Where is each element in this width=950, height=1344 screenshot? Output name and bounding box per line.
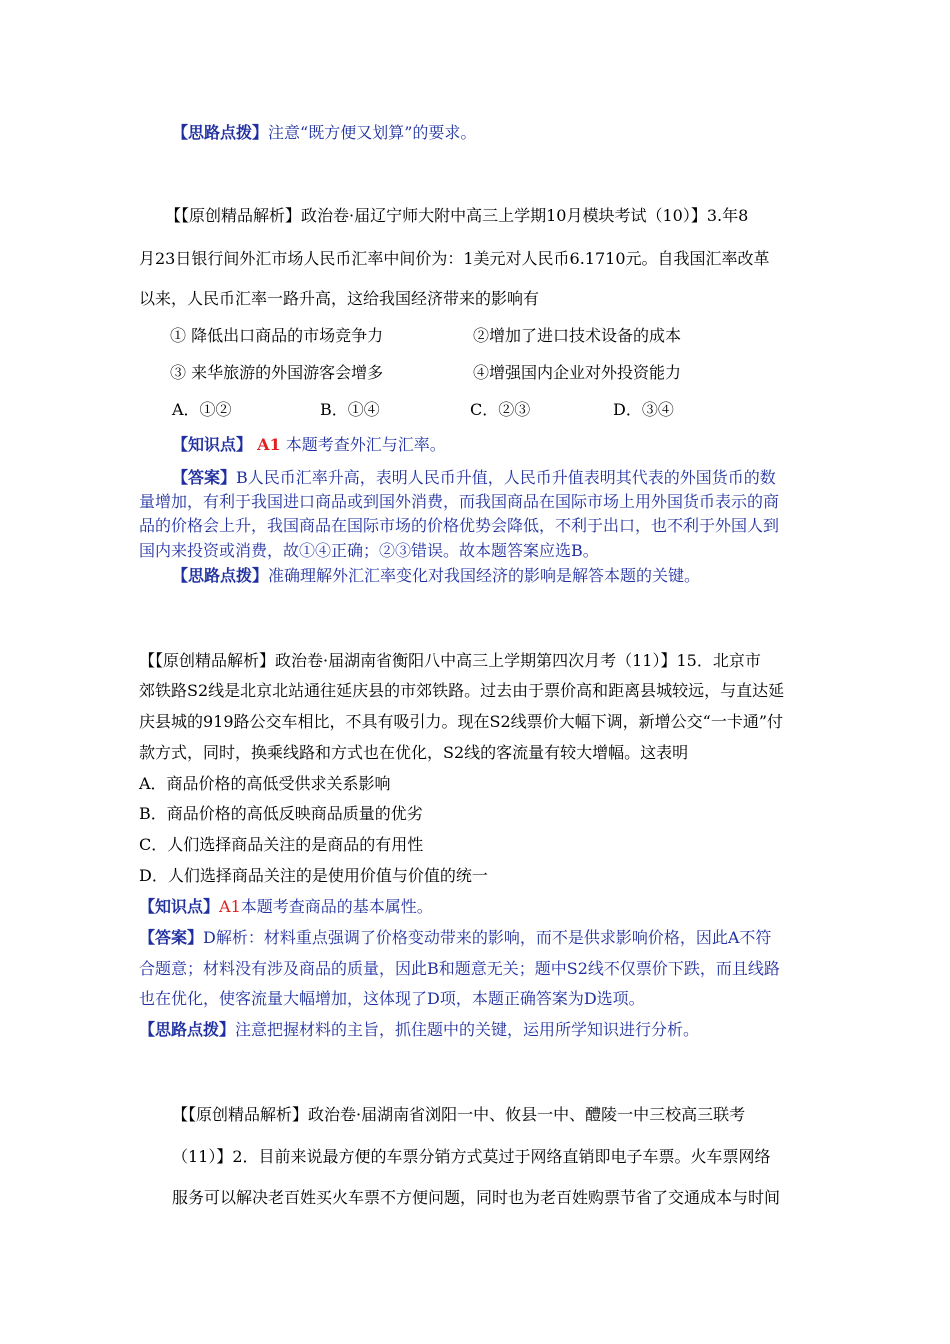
choice-d: D．③④ bbox=[613, 400, 674, 419]
tip-text: 注意把握材料的主旨，抓住题中的关键，运用所学知识进行分析。 bbox=[235, 1020, 700, 1039]
answer-line: 国内来投资或消费，故①④正确；②③错误。故本题答案应选B。 bbox=[139, 541, 599, 560]
source-text: 政治卷·届湖南省衡阳八中高三上学期第四次月考（11）】15．北京市 bbox=[275, 651, 761, 670]
answer-line: 也在优化，使客流量大幅增加，这体现了D项，本题正确答案为D选项。 bbox=[139, 989, 645, 1008]
answer-text: D解析：材料重点强调了价格变动带来的影响，而不是供求影响价格，因此A不符 bbox=[203, 928, 772, 947]
question-header bbox=[139, 650, 761, 672]
source-text: 政治卷·届辽宁师大附中高三上学期10月模块考试（10）】3.年8 bbox=[301, 206, 749, 225]
knowledge-code: A1 bbox=[219, 897, 241, 916]
question-text-line: （11）】2．目前来说最方便的车票分销方式莫过于网络直销即电子车票。火车票网络 bbox=[172, 1147, 771, 1166]
question-text-line: 服务可以解决老百姓买火车票不方便问题，同时也为老百姓购票节省了交通成本与时间 bbox=[172, 1188, 781, 1207]
tip-line bbox=[172, 565, 700, 587]
tip-label: 【思路点拨】 bbox=[172, 123, 269, 142]
answer-line bbox=[139, 927, 771, 949]
tip-line bbox=[139, 1019, 699, 1041]
answer-line bbox=[172, 467, 776, 489]
answer-label: 【答案】 bbox=[172, 468, 237, 487]
tip-line bbox=[172, 122, 476, 144]
answer-line: 合题意；材料没有涉及商品的质量，因此B和题意无关；题中S2线不仅票价下跌，而且线路 bbox=[139, 959, 780, 978]
choice-b: B．商品价格的高低反映商品质量的优劣 bbox=[139, 804, 423, 823]
question-text-line: 庆县城的919路公交车相比，不具有吸引力。现在S2线票价大幅下调，新增公交“一卡通”付 bbox=[139, 712, 784, 731]
knowledge-label: 【知识点】 bbox=[172, 435, 253, 454]
choice-a: A．商品价格的高低受供求关系影响 bbox=[139, 774, 391, 793]
knowledge-text: 本题考查商品的基本属性。 bbox=[240, 897, 433, 916]
choice-c: C．人们选择商品关注的是商品的有用性 bbox=[139, 835, 424, 854]
choice-c: C．②③ bbox=[470, 400, 531, 419]
knowledge-line bbox=[172, 434, 446, 456]
choice-d: D．人们选择商品关注的是使用价值与价值的统一 bbox=[139, 866, 488, 885]
knowledge-label: 【知识点】 bbox=[139, 897, 220, 916]
statement-item: ③ 来华旅游的外国游客会增多 bbox=[170, 363, 384, 382]
tip-label: 【思路点拨】 bbox=[139, 1020, 236, 1039]
choice-b: B．①④ bbox=[320, 400, 380, 419]
tip-text: 注意“既方便又划算”的要求。 bbox=[268, 123, 477, 142]
answer-text: B人民币汇率升高，表明人民币升值，人民币升值表明其代表的外国货币的数 bbox=[236, 468, 776, 487]
source-label: 【【原创精品解析】 bbox=[139, 651, 276, 670]
statement-item: ②增加了进口技术设备的成本 bbox=[473, 326, 682, 345]
source-label: 【【原创精品解析】 bbox=[165, 206, 302, 225]
answer-line: 品的价格会上升，我国商品在国际市场的价格优势会降低，不利于出口，也不利于外国人到 bbox=[139, 516, 780, 535]
question-header bbox=[165, 205, 748, 227]
knowledge-code: A1 bbox=[257, 435, 281, 454]
choice-a: A．①② bbox=[172, 400, 232, 419]
knowledge-line bbox=[139, 896, 433, 918]
tip-text: 准确理解外汇汇率变化对我国经济的影响是解答本题的关键。 bbox=[268, 566, 701, 585]
tip-label: 【思路点拨】 bbox=[172, 566, 269, 585]
question-header bbox=[172, 1104, 745, 1126]
statement-item: ④增强国内企业对外投资能力 bbox=[473, 363, 682, 382]
question-text-line: 款方式，同时，换乘线路和方式也在优化，S2线的客流量有较大增幅。这表明 bbox=[139, 743, 689, 762]
answer-label: 【答案】 bbox=[139, 928, 204, 947]
question-text-line: 郊铁路S2线是北京北站通往延庆县的市郊铁路。过去由于票价高和距离县城较远，与直达延 bbox=[139, 681, 785, 700]
source-label: 【【原创精品解析】 bbox=[172, 1105, 309, 1124]
question-text-line: 月23日银行间外汇市场人民币汇率中间价为：1美元对人民币6.1710元。自我国汇率改革 bbox=[139, 249, 770, 268]
knowledge-text: 本题考查外汇与汇率。 bbox=[285, 435, 446, 454]
answer-line: 量增加，有利于我国进口商品或到国外消费，而我国商品在国际市场上用外国货币表示的商 bbox=[139, 492, 780, 511]
statement-item: ① 降低出口商品的市场竞争力 bbox=[170, 326, 384, 345]
source-text: 政治卷·届湖南省浏阳一中、攸县一中、醴陵一中三校高三联考 bbox=[308, 1105, 746, 1124]
question-text-line: 以来，人民币汇率一路升高，这给我国经济带来的影响有 bbox=[139, 289, 540, 308]
